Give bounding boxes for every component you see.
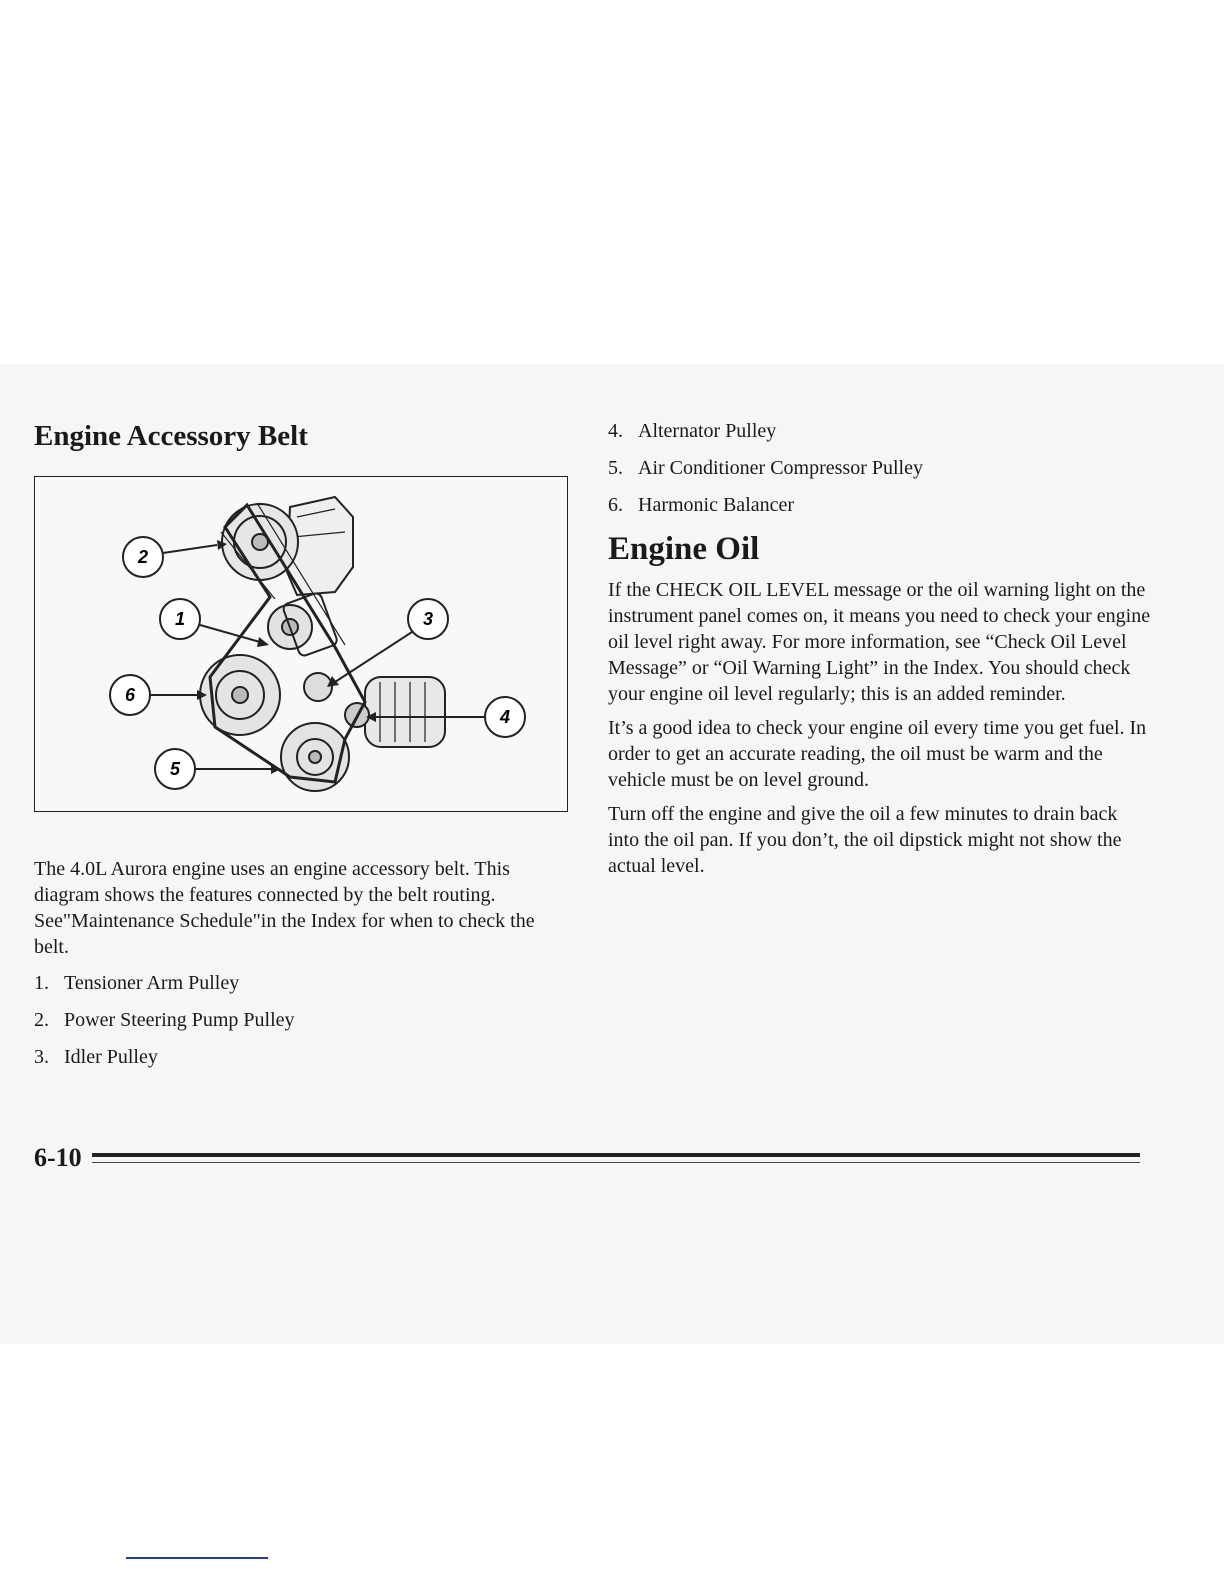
list-item: 4. Alternator Pulley <box>608 420 777 442</box>
callout-3-label: 3 <box>422 609 434 629</box>
engine-oil-heading: Engine Oil <box>608 531 760 567</box>
belt-parts-list-left <box>34 970 574 1070</box>
callout-2 <box>123 537 227 577</box>
list-item: 1. Tensioner Arm Pulley <box>34 972 240 994</box>
list-item: 3. Idler Pulley <box>34 1046 158 1068</box>
list-item-label: Alternator Pulley <box>638 420 777 442</box>
page-number: 6-10 <box>34 1143 82 1172</box>
page-footer <box>34 1140 1144 1176</box>
callout-1-label: 1 <box>174 609 186 629</box>
belt-parts-list-right <box>608 418 1153 518</box>
callout-2-label: 2 <box>137 547 149 567</box>
list-item-label: Tensioner Arm Pulley <box>64 972 240 994</box>
list-item-label: Harmonic Balancer <box>638 494 795 516</box>
callout-6 <box>110 675 207 715</box>
footer-rule-thick <box>92 1153 1140 1157</box>
list-item-label: Power Steering Pump Pulley <box>64 1009 295 1031</box>
callout-6-label: 6 <box>124 685 136 705</box>
list-item: 2. Power Steering Pump Pulley <box>34 1009 295 1031</box>
callout-5-label: 5 <box>169 759 181 779</box>
left-column <box>34 418 574 1081</box>
callout-5 <box>155 749 281 789</box>
list-item: 5. Air Conditioner Compressor Pulley <box>608 457 923 479</box>
engine-oil-paragraph-1: If the CHECK OIL LEVEL message or the oil warning light on the instrument panel comes on, it means you need to check your engine oil level right away. For more information, see “Check Oil Level Message” or “Oil Warning Light” in the Index. You should check your engine oil level regularly; this is an added reminder. <box>608 579 1151 705</box>
callout-1 <box>160 599 269 647</box>
engine-oil-paragraph-2: It’s a good idea to check your engine oil every time you get fuel. In order to get an accurate reading, the oil must be warm and the vehicle must be on level ground. <box>608 717 1147 791</box>
belt-routing-illustration <box>35 477 567 811</box>
engine-accessory-belt-heading: Engine Accessory Belt <box>34 420 308 452</box>
bottom-underline-mark <box>126 1557 268 1559</box>
callout-4-label: 4 <box>499 707 511 727</box>
list-item-label: Idler Pulley <box>64 1046 158 1068</box>
right-column <box>608 418 1153 887</box>
belt-description-paragraph: The 4.0L Aurora engine uses an engine accessory belt. This diagram shows the features connected by the belt routing. See"Maintenance Schedule"in the Index for when to check the belt. <box>34 858 535 958</box>
callout-3 <box>327 599 448 687</box>
belt-routing-diagram <box>34 476 568 812</box>
list-item: 6. Harmonic Balancer <box>608 494 795 516</box>
footer-rule-thin <box>92 1162 1140 1163</box>
list-item-label: Air Conditioner Compressor Pulley <box>638 457 923 479</box>
engine-oil-paragraph-3: Turn off the engine and give the oil a few minutes to drain back into the oil pan. If you don’t, the oil dipstick might not show the actual level. <box>608 803 1122 877</box>
